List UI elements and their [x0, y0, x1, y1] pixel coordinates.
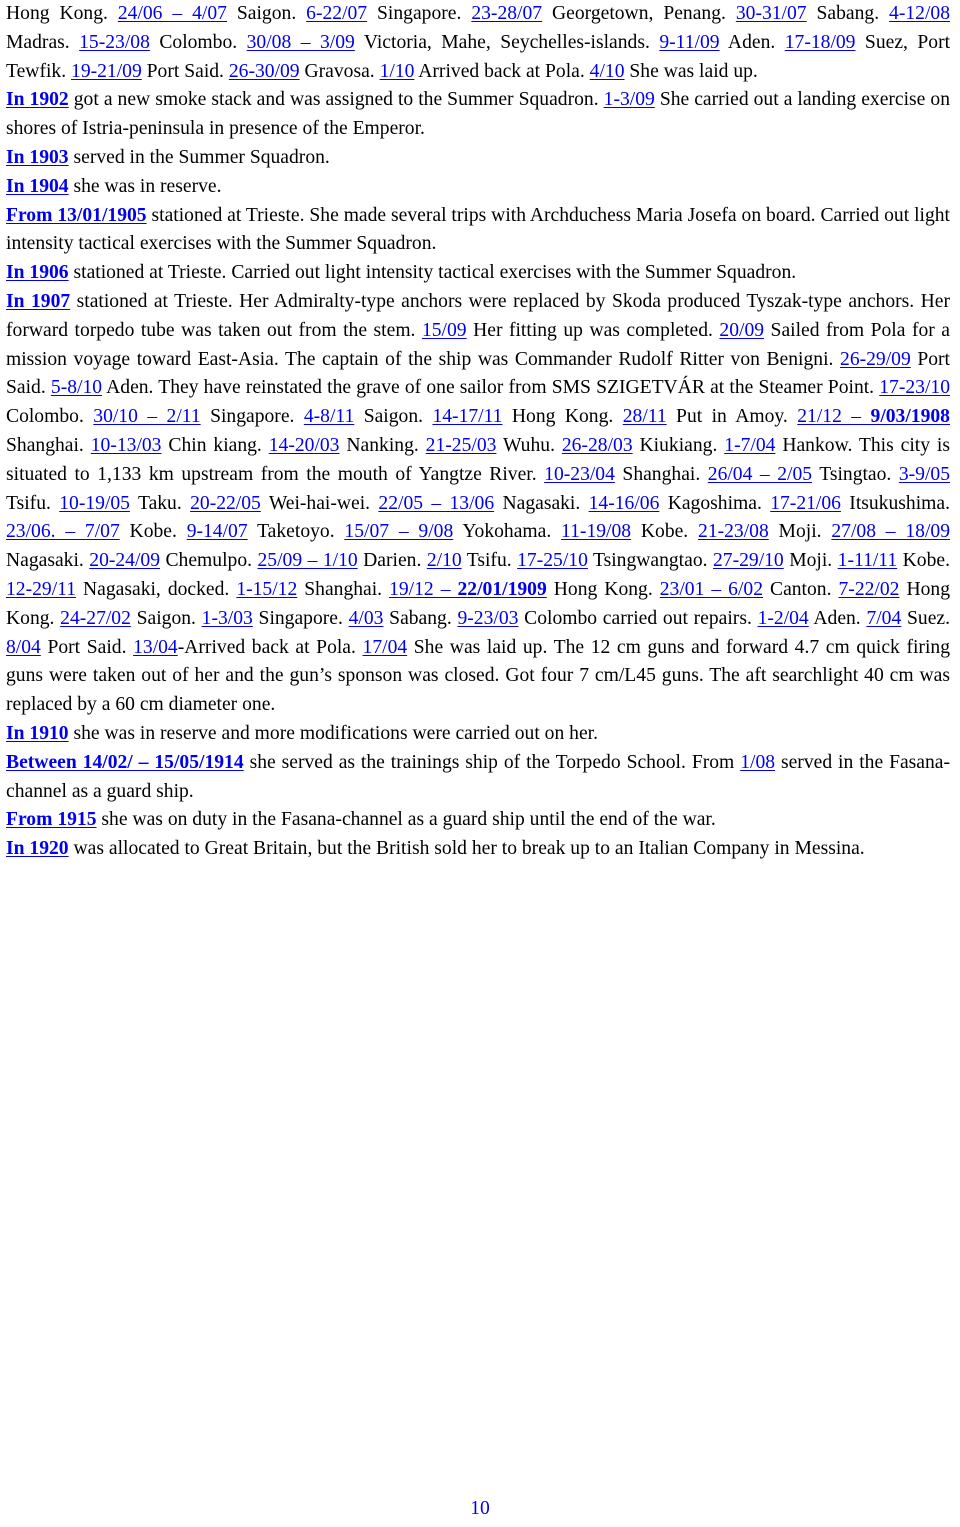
body-text: Port Said. [40, 636, 134, 658]
body-text: Her fitting up was completed. [466, 319, 720, 341]
date-link[interactable]: 24-27/02 [60, 607, 131, 629]
date-link[interactable]: 26/04 – 2/05 [707, 463, 813, 485]
body-text: was allocated to Great Britain, but the British sold her to break up to an Italian Company in Messina. [68, 838, 865, 860]
date-link[interactable]: 4/10 [589, 60, 625, 82]
date-link[interactable]: 27-29/10 [712, 550, 784, 572]
body-text: Nanking. [339, 434, 426, 456]
date-link[interactable]: 17-18/09 [784, 31, 856, 53]
date-link[interactable]: 10-13/03 [90, 434, 162, 456]
paragraph [6, 144, 950, 173]
year-link[interactable]: In 1904 [6, 175, 69, 197]
date-link[interactable]: 6-22/07 [306, 3, 368, 24]
year-link[interactable]: From 1915 [6, 809, 97, 831]
body-text: Tsingtao. [812, 463, 899, 485]
date-link[interactable]: 26-28/03 [561, 434, 633, 456]
body-text: She was laid up. [624, 60, 758, 82]
date-link[interactable]: 11-19/08 [561, 521, 632, 543]
body-text: Itsukushima. [840, 492, 950, 514]
body-text: Colombo. [149, 31, 247, 53]
body-text: stationed at Trieste. She made several trips with Archduchess Maria Josefa on board. Carried out light intensity tactical exercises with the Summer Squadron. [6, 204, 951, 255]
body-text: Kobe. [631, 521, 699, 543]
year-link[interactable]: 9/03/1908 [870, 406, 950, 428]
body-text: Hong Kong. [546, 578, 660, 600]
date-link[interactable]: 1-7/04 [724, 434, 776, 456]
body-text: Sabang. [806, 3, 890, 24]
body-text: Chin kiang. [161, 434, 269, 456]
body-text: served in the Fasana-channel as a guard ship. [6, 751, 951, 802]
body-text: Nagasaki. [494, 492, 589, 514]
body-text: got a new smoke stack and was assigned to the Summer Squadron. [68, 89, 604, 111]
date-link[interactable]: 1-11/11 [837, 550, 898, 572]
body-text: Colombo. [6, 406, 94, 428]
date-link[interactable]: 17-25/10 [517, 550, 588, 572]
date-link[interactable]: 13/04 [133, 636, 178, 658]
body-text: Hong Kong. [6, 3, 118, 24]
date-link[interactable]: 17/04 [362, 636, 408, 658]
date-link[interactable]: 21/12 – [797, 406, 871, 428]
body-text: Taku. [129, 492, 191, 514]
date-link[interactable]: 9-11/09 [659, 31, 720, 53]
body-text: Kagoshima. [659, 492, 771, 514]
date-link[interactable]: 17-23/10 [879, 377, 950, 399]
date-link[interactable]: 22/05 – 13/06 [378, 492, 495, 514]
date-link[interactable]: 19-21/09 [71, 60, 142, 82]
date-link[interactable]: 10-19/05 [59, 492, 130, 514]
body-text: Sailed from Pola for a mission voyage toward East-Asia. The captain of the ship was Commander Rudolf Ritter von Benigni. [6, 319, 950, 370]
body-text: she was in reserve and more modifications were carried out on her. [68, 722, 598, 744]
date-link[interactable]: 15/07 – 9/08 [344, 521, 454, 543]
body-text: Singapore. [200, 406, 304, 428]
date-link[interactable]: 21-25/03 [425, 434, 497, 456]
date-link[interactable]: 30/08 – 3/09 [246, 31, 355, 53]
date-link[interactable]: 14-16/06 [588, 492, 660, 514]
date-link[interactable]: 14-20/03 [268, 434, 340, 456]
date-link[interactable]: 9-14/07 [186, 521, 248, 543]
body-text: Port Said. [6, 348, 951, 399]
date-link[interactable]: 10-23/04 [544, 463, 615, 485]
date-link[interactable]: 20/09 [719, 319, 765, 341]
date-link[interactable]: 15-23/08 [79, 31, 150, 53]
paragraph [6, 202, 950, 260]
body-text: Suez, Port Tewfik. [6, 31, 951, 82]
body-text: Gravosa. [299, 60, 380, 82]
year-link[interactable]: In 1902 [6, 89, 69, 111]
paragraph [6, 835, 950, 864]
date-link[interactable]: 14-17/11 [432, 406, 503, 428]
date-link[interactable]: 4-12/08 [889, 3, 950, 24]
body-text: Georgetown, Penang. [542, 3, 736, 24]
year-link[interactable]: In 1910 [6, 722, 69, 744]
document-body [6, 0, 950, 864]
date-link[interactable]: 23/01 – 6/02 [659, 578, 763, 600]
body-text: served in the Summer Squadron. [68, 146, 330, 168]
body-text: Kiukiang. [632, 434, 725, 456]
date-link[interactable]: 24/06 – 4/07 [117, 3, 227, 24]
body-text: Sabang. [383, 607, 458, 629]
body-text: Saigon. [354, 406, 433, 428]
body-text: -Arrived back at Pola. [177, 636, 363, 658]
body-text: Suez. [901, 607, 950, 629]
date-link[interactable]: 17-21/06 [770, 492, 841, 514]
date-link[interactable]: 20-24/09 [89, 550, 161, 572]
date-link[interactable]: 1/08 [740, 751, 776, 773]
body-text: Wei-hai-wei. [260, 492, 379, 514]
body-text: Nagasaki, docked. [76, 578, 237, 600]
date-link[interactable]: 26-30/09 [228, 60, 300, 82]
body-text: Shanghai. [614, 463, 708, 485]
date-link[interactable]: 8/04 [6, 636, 41, 658]
date-link[interactable]: 3-9/05 [898, 463, 950, 485]
body-text: Hong Kong. [6, 578, 950, 629]
paragraph [6, 720, 950, 749]
date-link[interactable]: 1-3/03 [201, 607, 253, 629]
paragraph [6, 0, 950, 86]
date-link[interactable]: 1/10 [379, 60, 415, 82]
body-text: Yokohama. [453, 521, 562, 543]
body-text: Hong Kong. [502, 406, 623, 428]
body-text: She carried out a landing exercise on shores of Istria-peninsula in presence of the Emperor. [6, 89, 950, 140]
year-link[interactable]: In 1907 [6, 290, 71, 312]
body-text: Kobe. [897, 550, 950, 572]
body-text: Moji. [768, 521, 832, 543]
body-text: stationed at Trieste. Carried out light intensity tactical exercises with the Summer Squadron. [68, 262, 797, 284]
body-text: she was on duty in the Fasana-channel as a guard ship until the end of the war. [96, 809, 716, 831]
body-text: Saigon. [226, 3, 307, 24]
body-text: Shanghai. [6, 434, 91, 456]
body-text: Shanghai. [297, 578, 390, 600]
date-link[interactable]: 28/11 [622, 406, 667, 428]
date-link[interactable]: 27/08 – 18/09 [831, 521, 951, 543]
date-link[interactable]: 25/09 – 1/10 [257, 550, 358, 572]
body-text: Aden. [719, 31, 785, 53]
date-link[interactable]: 7-22/02 [838, 578, 900, 600]
year-link[interactable]: In 1906 [6, 262, 69, 284]
page-number: 10 [470, 1498, 490, 1519]
body-text: Victoria, Mahe, Seychelles-islands. [354, 31, 660, 53]
date-link[interactable]: 15/09 [421, 319, 467, 341]
body-text: she served as the trainings ship of the Torpedo School. From [243, 751, 741, 773]
paragraph [6, 749, 950, 807]
body-text: Taketoyo. [247, 521, 345, 543]
paragraph [6, 173, 950, 202]
body-text: Hankow. This city is situated to 1,133 km upstream from the mouth of Yangtze River. [6, 434, 950, 485]
date-link[interactable]: 23/06. – 7/07 [6, 521, 120, 543]
body-text: Canton. [763, 578, 839, 600]
body-text: Arrived back at Pola. [414, 60, 590, 82]
date-link[interactable]: 9-23/03 [457, 607, 519, 629]
body-text: Aden. [808, 607, 867, 629]
body-text: Tsifu. [6, 492, 60, 514]
date-link[interactable]: 1-2/04 [757, 607, 809, 629]
date-link[interactable]: 4-8/11 [303, 406, 355, 428]
body-text: she was in reserve. [68, 175, 222, 197]
date-link[interactable]: 26-29/09 [840, 348, 911, 370]
body-text: Aden. They have reinstated the grave of one sailor from SMS SZIGETVÁR at the Steamer Point. [102, 377, 880, 399]
date-link[interactable]: 7/04 [866, 607, 902, 629]
date-link[interactable]: 4/03 [348, 607, 384, 629]
date-link[interactable]: 12-29/11 [6, 578, 77, 600]
body-text: Singapore. [367, 3, 472, 24]
paragraph [6, 259, 950, 288]
paragraph [6, 86, 950, 144]
body-text: Nagasaki. [6, 550, 90, 572]
date-link[interactable]: 21-23/08 [698, 521, 769, 543]
year-link[interactable]: From 13/01/1905 [6, 204, 147, 226]
date-link[interactable]: 2/10 [426, 550, 462, 572]
date-link[interactable]: 1-3/09 [603, 89, 655, 111]
body-text: Chemulpo. [160, 550, 258, 572]
body-text: Put in Amoy. [666, 406, 798, 428]
body-text: Wuhu. [496, 434, 562, 456]
date-link[interactable]: 5-8/10 [50, 377, 103, 399]
date-link[interactable]: 30-31/07 [735, 3, 807, 24]
body-text: Saigon. [130, 607, 202, 629]
year-link[interactable]: 22/01/1909 [457, 578, 547, 600]
date-link[interactable]: 23-28/07 [471, 3, 543, 24]
body-text: Port Said. [141, 60, 229, 82]
body-text: Madras. [6, 31, 80, 53]
body-text: Kobe. [119, 521, 187, 543]
body-text: Tsingwangtao. [587, 550, 713, 572]
body-text: Darien. [357, 550, 427, 572]
year-link[interactable]: In 1920 [6, 838, 69, 860]
body-text: Tsifu. [461, 550, 518, 572]
body-text: stationed at Trieste. Her Admiralty-type anchors were replaced by Skoda produced Tyszak-type anchors. Her forward torpedo tube was taken out from the stem. [6, 290, 950, 341]
body-text: Singapore. [252, 607, 349, 629]
date-link[interactable]: 1-15/12 [236, 578, 298, 600]
date-link[interactable]: 20-22/05 [190, 492, 261, 514]
paragraph [6, 288, 950, 720]
date-link[interactable]: 30/10 – 2/11 [93, 406, 201, 428]
date-link[interactable]: 19/12 – [389, 578, 458, 600]
body-text: Moji. [783, 550, 838, 572]
body-text: Colombo carried out repairs. [518, 607, 758, 629]
body-text: She was laid up. The 12 cm guns and forward 4.7 cm quick firing guns were taken out of her and the gun’s sponson was closed. Got four 7 cm/L45 guns. The aft searchlight 40 cm was replaced by a 60 cm diameter one. [6, 636, 950, 716]
year-link[interactable]: Between 14/02/ – 15/05/1914 [6, 751, 244, 773]
year-link[interactable]: In 1903 [6, 146, 69, 168]
paragraph [6, 806, 950, 835]
